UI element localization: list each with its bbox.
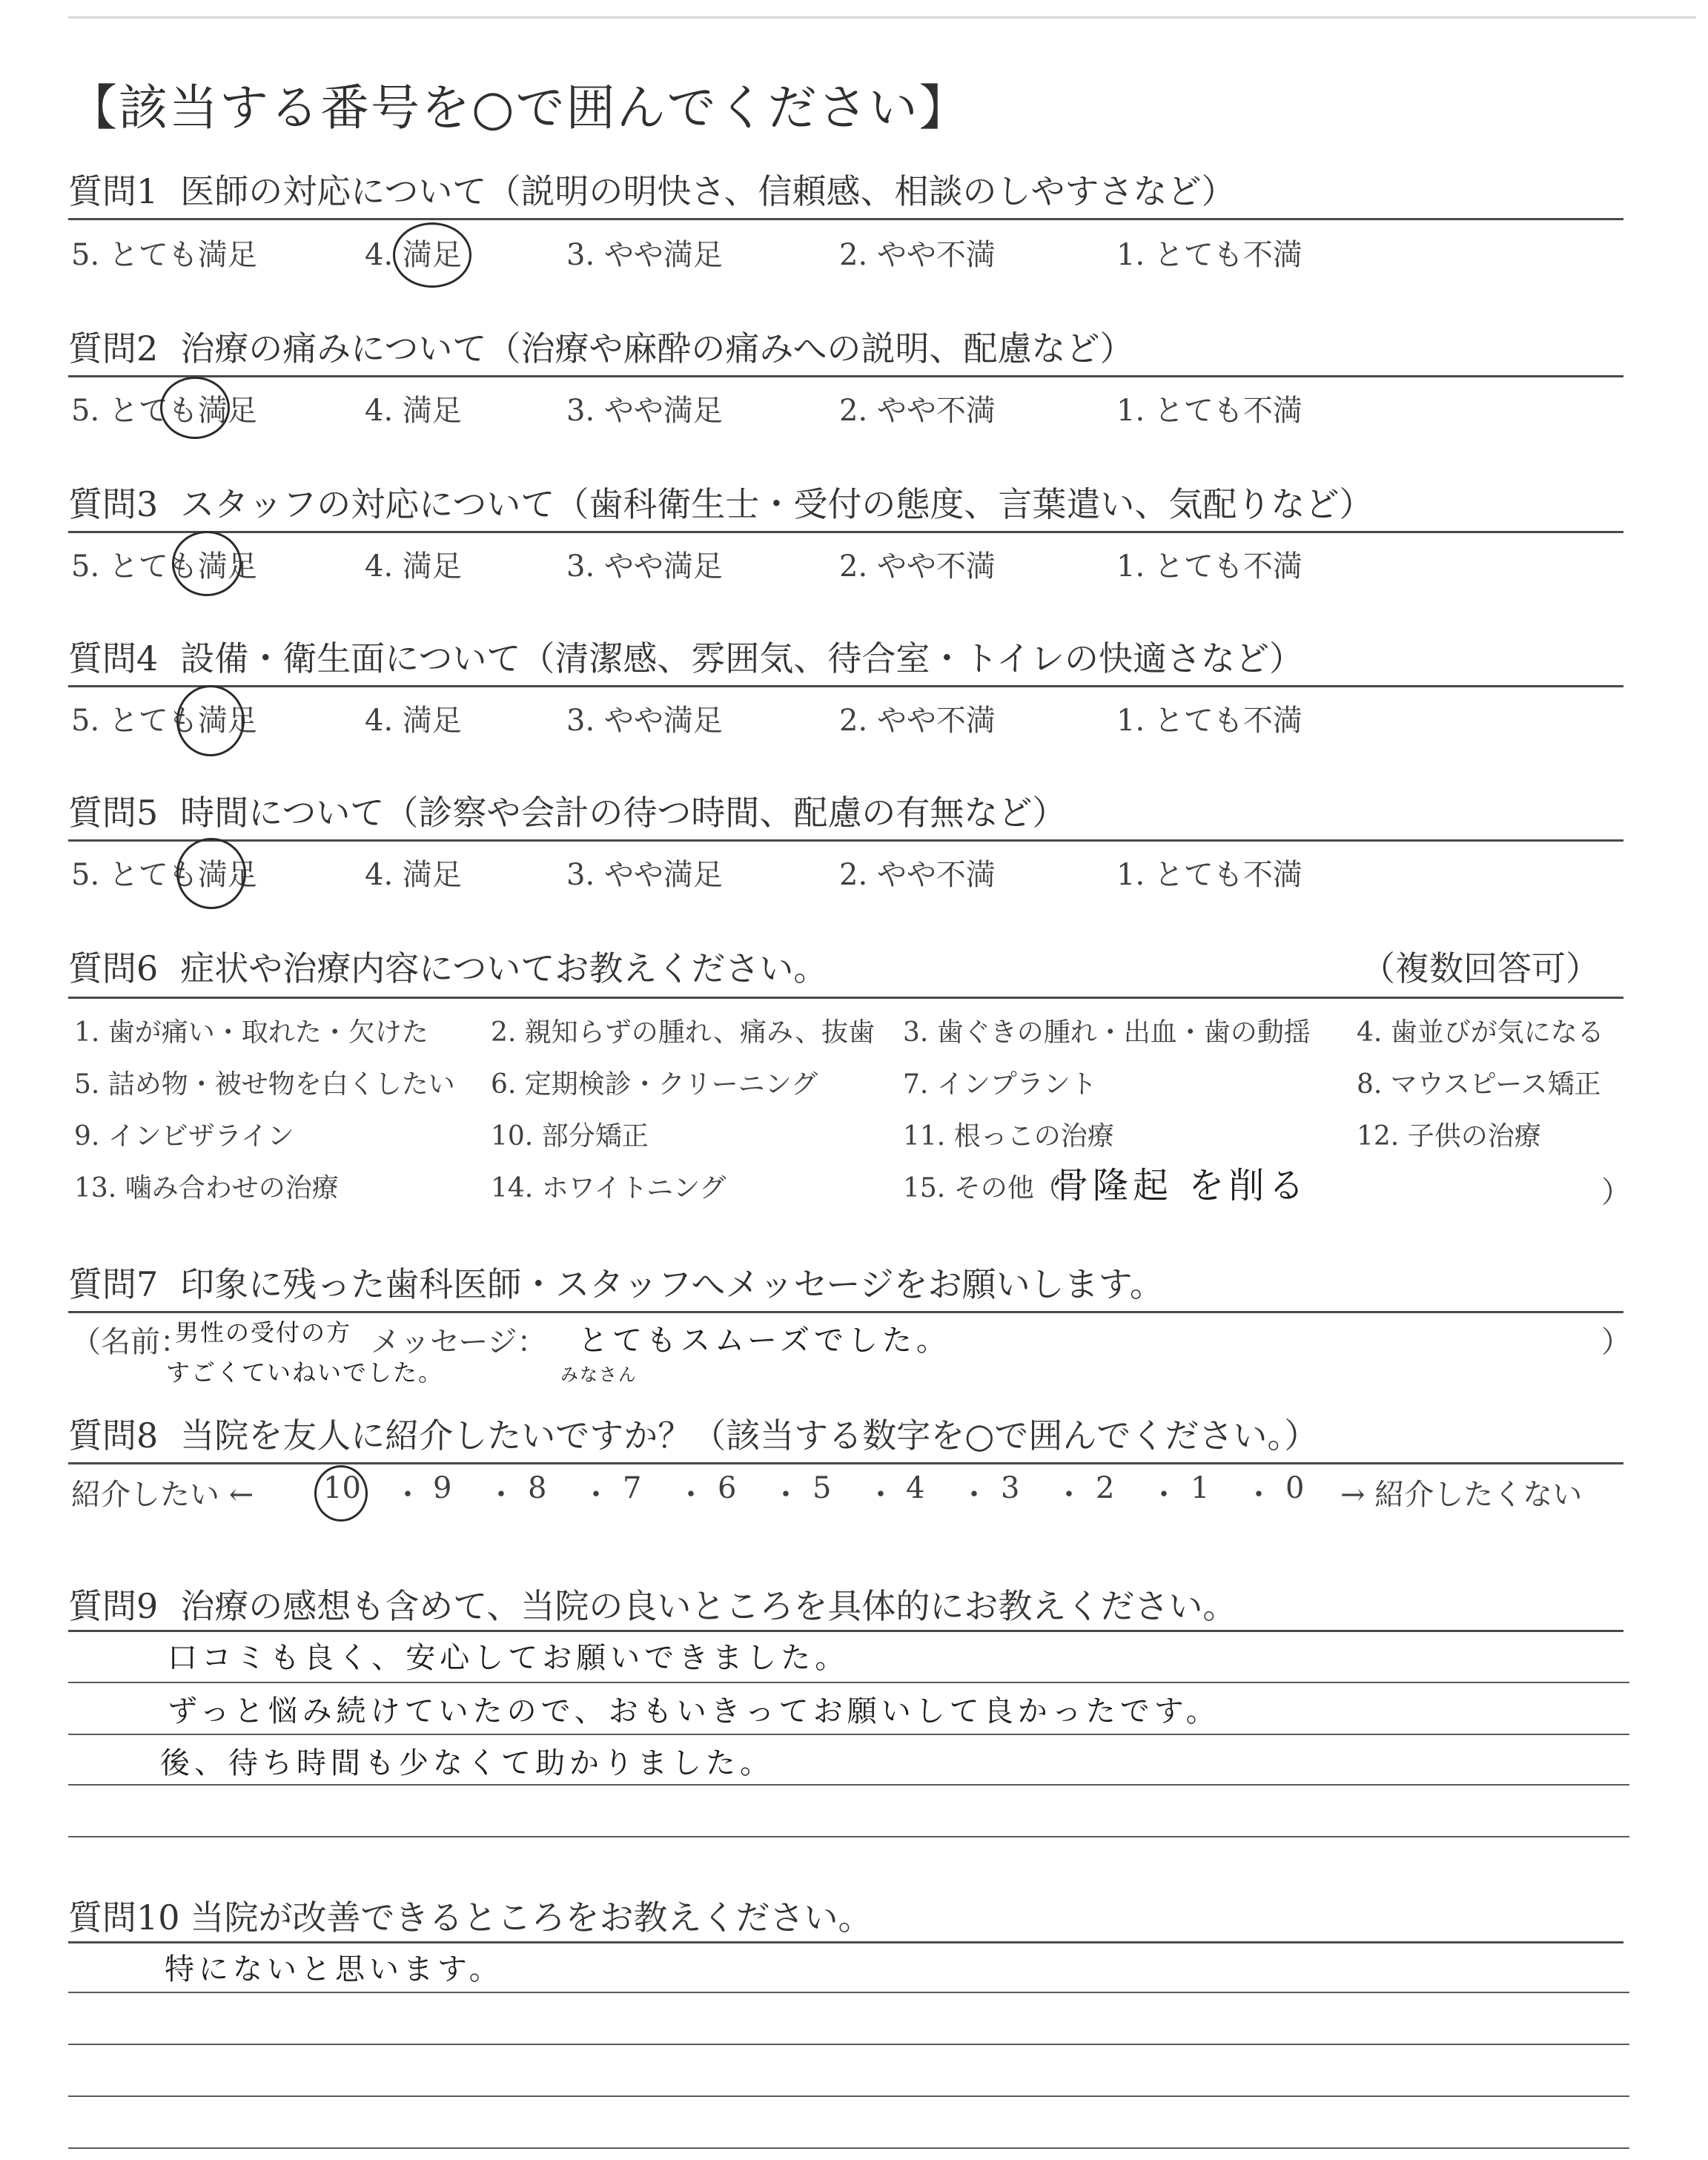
option-5[interactable]: 5. とても満足	[71, 704, 257, 738]
question-rule	[68, 1941, 1623, 1943]
symptom-option[interactable]: 6. 定期検診・クリーニング	[491, 1069, 818, 1100]
form-title: 【該当する番号を○で囲んでください】	[68, 79, 970, 136]
symptom-option[interactable]: 8. マウスピース矯正	[1357, 1069, 1601, 1100]
symptom-option[interactable]: 13. 噛み合わせの治療	[74, 1173, 339, 1203]
scale-separator: ・	[1244, 1478, 1274, 1512]
option-4[interactable]: 4. 満足	[365, 858, 462, 892]
symptom-option[interactable]: 10. 部分矯正	[491, 1121, 649, 1152]
answer-line	[68, 2147, 1629, 2149]
question-header	[68, 322, 1133, 371]
symptom-option[interactable]: 14. ホワイトニング	[491, 1173, 726, 1203]
scale-option-2[interactable]: 2	[1096, 1471, 1115, 1505]
question-header	[68, 165, 1236, 214]
question-header	[68, 1579, 1237, 1628]
question-number: 質問1	[68, 171, 159, 211]
symptom-option[interactable]: 11. 根っこの治療	[903, 1121, 1114, 1152]
selected-circle-mark	[160, 377, 230, 439]
name-handwritten-line1: 男性の受付の方	[175, 1318, 352, 1347]
other-handwritten-answer: 骨隆起 を削る	[1053, 1165, 1309, 1206]
symptom-option-other[interactable]: 15. その他（	[903, 1173, 1061, 1203]
selected-circle-mark	[176, 838, 246, 909]
option-1[interactable]: 1. とても不満	[1116, 704, 1302, 738]
option-4[interactable]: 4. 満足	[365, 549, 462, 584]
answer-line	[68, 1784, 1629, 1786]
symptom-option[interactable]: 2. 親知らずの腫れ、痛み、抜歯	[491, 1017, 875, 1048]
scale-option-6[interactable]: 6	[718, 1471, 737, 1505]
option-4[interactable]: 4. 満足	[365, 704, 462, 738]
answer-line	[68, 2095, 1629, 2097]
symptom-option[interactable]: 4. 歯並びが気になる	[1357, 1017, 1604, 1048]
name-label: （名前：	[71, 1325, 190, 1359]
scale-separator: ・	[1054, 1478, 1084, 1512]
question-text: 印象に残った歯科医師・スタッフへメッセージをお願いします。	[180, 1264, 1164, 1304]
question-number: 質問10	[68, 1898, 180, 1938]
answer-line	[68, 1836, 1629, 1837]
selected-circle-mark	[314, 1465, 368, 1522]
question-rule	[68, 1630, 1623, 1632]
question-text: 症状や治療内容についてお教えください。	[180, 948, 828, 988]
option-3[interactable]: 3. やや満足	[566, 704, 723, 738]
question-rule	[68, 997, 1623, 999]
message-close-paren: ）	[1601, 1325, 1631, 1359]
question-header	[68, 786, 1066, 835]
option-1[interactable]: 1. とても不満	[1116, 238, 1302, 272]
option-3[interactable]: 3. やや満足	[566, 394, 723, 428]
scale-separator: ・	[676, 1478, 706, 1512]
question-number: 質問4	[68, 638, 159, 678]
scale-left-label: 紹介したい ←	[71, 1478, 254, 1512]
question-number: 質問7	[68, 1264, 159, 1304]
question-text: 時間について（診察や会計の待つ時間、配慮の有無など）	[180, 793, 1067, 833]
multiple-answer-note: （複数回答可）	[1361, 948, 1600, 988]
question-number: 質問9	[68, 1586, 159, 1626]
question-text: 治療の痛みについて（治療や麻酔の痛みへの説明、配慮など）	[180, 328, 1134, 369]
question-rule	[68, 685, 1623, 687]
name-handwritten-line2: すごくていねいでした。	[166, 1358, 444, 1387]
answer-line	[68, 2044, 1629, 2045]
selected-circle-mark	[172, 531, 242, 596]
scale-option-1[interactable]: 1	[1191, 1471, 1210, 1505]
scale-option-10[interactable]: 10	[323, 1471, 361, 1505]
symptom-option[interactable]: 1. 歯が痛い・取れた・欠けた	[74, 1017, 428, 1048]
question-text: 当院を友人に紹介したいですか？（該当する数字を○で囲んでください。）	[180, 1416, 1319, 1456]
handwritten-answer-line: ずっと悩み続けていたので、おもいきってお願いして良かったです。	[168, 1694, 1220, 1728]
question-header	[68, 478, 1373, 526]
symptom-option[interactable]: 5. 詰め物・被せ物を白くしたい	[74, 1069, 455, 1100]
scale-separator: ・	[486, 1478, 516, 1512]
question-number: 質問6	[68, 948, 159, 988]
question-number: 質問3	[68, 484, 159, 524]
answer-line	[68, 1682, 1629, 1683]
question-text: 当院が改善できるところをお教えください。	[190, 1898, 873, 1938]
option-2[interactable]: 2. やや不満	[839, 858, 996, 892]
question-number: 質問5	[68, 793, 159, 833]
scale-separator: ・	[866, 1478, 896, 1512]
option-2[interactable]: 2. やや不満	[839, 549, 996, 584]
selected-circle-mark	[176, 685, 245, 756]
question-rule	[68, 839, 1623, 842]
question-text: 治療の感想も含めて、当院の良いところを具体的にお教えください。	[180, 1586, 1237, 1626]
symptom-option[interactable]: 12. 子供の治療	[1357, 1121, 1541, 1152]
scale-option-3[interactable]: 3	[1001, 1471, 1020, 1505]
question-header	[68, 942, 827, 991]
other-close-paren: ）	[1601, 1175, 1631, 1209]
scale-option-5[interactable]: 5	[812, 1471, 832, 1505]
option-5[interactable]: 5. とても満足	[71, 858, 257, 892]
option-4[interactable]: 4. 満足	[365, 238, 462, 272]
scale-right-label: → 紹介したくない	[1340, 1478, 1583, 1512]
top-border	[68, 16, 1696, 19]
question-header	[68, 1258, 1164, 1307]
option-3[interactable]: 3. やや満足	[566, 238, 723, 272]
symptom-option[interactable]: 9. インビザライン	[74, 1121, 294, 1152]
message-handwritten-insert: みなさん	[560, 1364, 638, 1385]
handwritten-answer-line: 後、待ち時間も少なくて助かりました。	[160, 1746, 774, 1780]
question-rule	[68, 531, 1623, 533]
question-rule	[68, 1311, 1623, 1313]
question-text: 設備・衛生面について（清潔感、雰囲気、待合室・トイレの快適さなど）	[180, 638, 1304, 678]
scale-separator: ・	[581, 1478, 611, 1512]
symptom-option[interactable]: 3. 歯ぐきの腫れ・出血・歯の動揺	[903, 1017, 1311, 1048]
option-5[interactable]: 5. とても満足	[71, 549, 257, 584]
option-3[interactable]: 3. やや満足	[566, 549, 723, 584]
option-1[interactable]: 1. とても不満	[1116, 394, 1302, 428]
handwritten-answer-line: 特にないと思います。	[165, 1952, 503, 1986]
scale-option-7[interactable]: 7	[623, 1471, 642, 1505]
symptom-option[interactable]: 7. インプラント	[903, 1069, 1097, 1100]
scale-option-9[interactable]: 9	[433, 1471, 452, 1505]
selected-circle-mark	[393, 222, 471, 288]
option-2[interactable]: 2. やや不満	[839, 704, 996, 738]
scale-separator: ・	[393, 1478, 423, 1512]
answer-line	[68, 1992, 1629, 1993]
question-rule	[68, 375, 1623, 377]
question-number: 質問2	[68, 328, 159, 369]
question-text: 医師の対応について（説明の明快さ、信頼感、相談のしやすさなど）	[180, 171, 1236, 211]
option-2[interactable]: 2. やや不満	[839, 238, 996, 272]
scale-separator: ・	[771, 1478, 801, 1512]
question-number: 質問8	[68, 1416, 159, 1456]
option-5[interactable]: 5. とても満足	[71, 238, 257, 272]
option-2[interactable]: 2. やや不満	[839, 394, 996, 428]
option-1[interactable]: 1. とても不満	[1116, 858, 1302, 892]
message-label: メッセージ：	[371, 1325, 547, 1359]
option-5[interactable]: 5. とても満足	[71, 394, 257, 428]
scale-option-0[interactable]: 0	[1285, 1471, 1305, 1505]
handwritten-answer-line: 口コミも良く、安心してお願いできました。	[168, 1641, 850, 1675]
scale-separator: ・	[959, 1478, 989, 1512]
message-handwritten-answer: とてもスムーズでした。	[578, 1324, 950, 1358]
scale-separator: ・	[1149, 1478, 1179, 1512]
question-header	[68, 1409, 1318, 1458]
answer-line	[68, 1734, 1629, 1735]
question-text: スタッフの対応について（歯科衛生士・受付の態度、言葉遣い、気配りなど）	[180, 484, 1374, 524]
option-1[interactable]: 1. とても不満	[1116, 549, 1302, 584]
option-3[interactable]: 3. やや満足	[566, 858, 723, 892]
question-header	[68, 1891, 873, 1940]
question-rule	[68, 1462, 1623, 1464]
scale-option-4[interactable]: 4	[906, 1471, 925, 1505]
question-header	[68, 632, 1303, 681]
option-4[interactable]: 4. 満足	[365, 394, 462, 428]
question-rule	[68, 218, 1623, 220]
scale-option-8[interactable]: 8	[528, 1471, 547, 1505]
